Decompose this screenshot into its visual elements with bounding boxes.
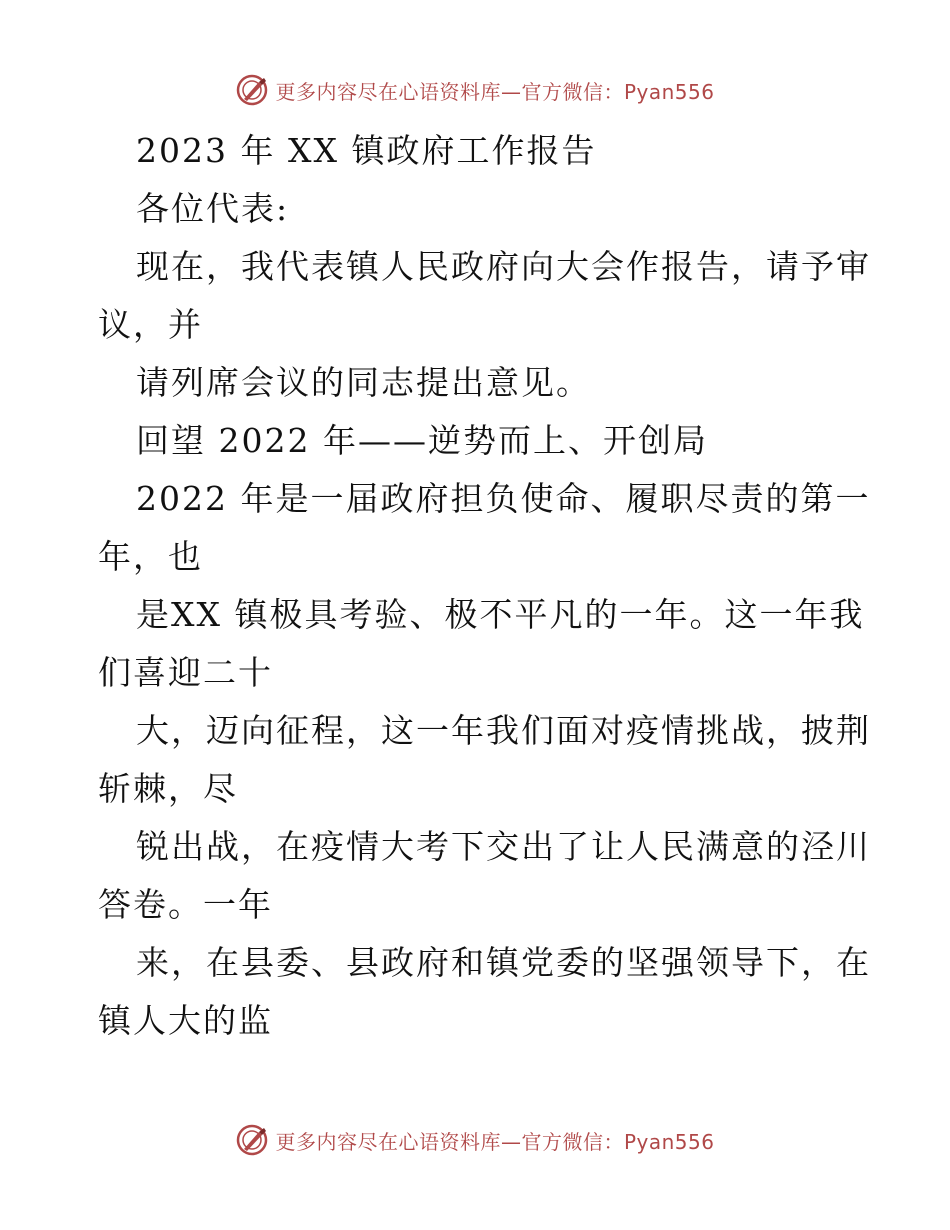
pen-seal-icon (235, 1123, 269, 1157)
text-line: 答卷。一年 (98, 885, 273, 924)
header-banner (0, 70, 950, 110)
pen-seal-icon (235, 73, 269, 107)
text-line: 斩棘，尽 (98, 769, 238, 808)
footer-banner (0, 1120, 950, 1160)
banner-text: 更多内容尽在心语资料库—官方微信：Pyan556 (275, 1129, 715, 1154)
text-line: 各位代表: (136, 189, 290, 228)
text-line: 是XX 镇极具考验、极不平凡的一年。这一年我 (136, 595, 865, 634)
text-line: 议，并 (98, 305, 203, 344)
text-line: 2023 年 XX 镇政府工作报告 (136, 131, 597, 170)
text-line: 请列席会议的同志提出意见。 (136, 363, 591, 402)
text-line: 们喜迎二十 (98, 653, 273, 692)
text-line: 来，在县委、县政府和镇党委的坚强领导下，在 (136, 943, 871, 982)
document-body (98, 122, 871, 1050)
text-line: 年，也 (98, 537, 203, 576)
text-line: 2022 年是一届政府担负使命、履职尽责的第一 (136, 479, 871, 518)
text-line: 锐出战，在疫情大考下交出了让人民满意的泾川 (136, 827, 871, 866)
text-line: 镇人大的监 (98, 1001, 273, 1040)
text-line: 回望 2022 年——逆势而上、开创局 (136, 421, 708, 460)
banner-text: 更多内容尽在心语资料库—官方微信：Pyan556 (275, 79, 715, 104)
text-line: 现在，我代表镇人民政府向大会作报告，请予审 (136, 247, 871, 286)
text-line: 大，迈向征程，这一年我们面对疫情挑战，披荆 (136, 711, 871, 750)
